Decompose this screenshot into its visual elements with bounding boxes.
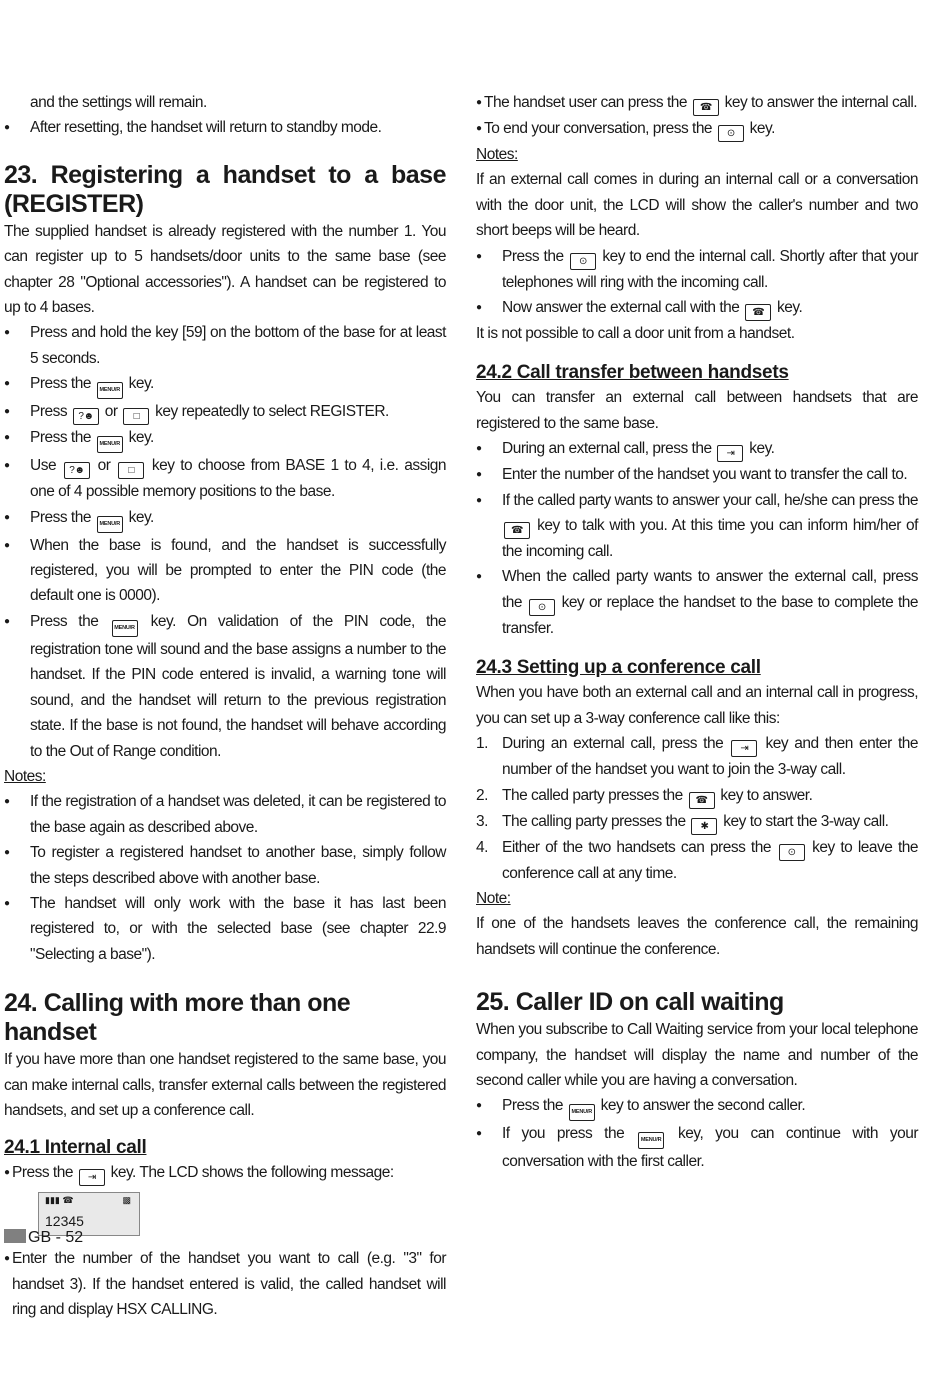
end-key-icon: ⊙ <box>529 599 555 616</box>
numbered-item: 3. The calling party presses the ✱ key to start the 3-way call. <box>476 809 918 835</box>
paragraph: If an external call comes in during an internal call or a conversation with the door unit, the LCD will show the caller's number and two short beeps will be heard. <box>476 171 918 240</box>
note-label: Note: <box>476 889 511 907</box>
bullet-item: ● Press ?☻ or □ key repeatedly to select REGISTER. <box>4 399 446 425</box>
notes-label: Notes: <box>476 146 518 163</box>
up-key-icon: ?☻ <box>64 462 90 479</box>
section-24-heading: 24. Calling with more than one handset <box>4 989 351 1047</box>
notes-label: Notes: <box>4 767 46 785</box>
menu-key-icon: MENU/R <box>97 436 123 453</box>
paragraph: You can transfer an external call between handsets that are registered to the same base. <box>476 389 918 432</box>
menu-key-icon: MENU/R <box>569 1104 595 1121</box>
bullet-item: ● Now answer the external call with the ☎ key. <box>476 295 918 321</box>
left-column <box>4 90 446 1323</box>
bullet-item: ● When the base is found, and the handset is successfully registered, you will be prompted to enter the PIN code (the default one is 0000). <box>4 533 446 609</box>
paragraph: and the settings will remain. <box>30 94 207 111</box>
battery-icon: ▩ <box>122 1195 131 1206</box>
end-key-icon: ⊙ <box>779 844 805 861</box>
numbered-item: 2. The called party presses the ☎ key to answer. <box>476 783 918 809</box>
bullet-item: ● Press the MENU/R key. <box>4 371 446 399</box>
section-24-2-heading: 24.2 Call transfer between handsets <box>476 362 789 384</box>
section-23-heading: 23. Registering a handset to a base (REGISTER) <box>4 160 446 218</box>
intercom-key-icon: ⇥ <box>79 1169 105 1186</box>
bullet-item: ● If the called party wants to answer your call, he/she can press the ☎ key to talk with you. At this time you can inform him/her of the incoming call. <box>476 488 918 565</box>
paragraph: It is not possible to call a door unit from a handset. <box>476 325 795 343</box>
paragraph: If one of the handsets leaves the conference call, the remaining handsets will continue the conference. <box>476 915 918 958</box>
bullet-item: ● To register a registered handset to another base, simply follow the steps described above with another base. <box>4 840 446 891</box>
bullet-item: ● Enter the number of the handset you want to transfer the call to. <box>476 462 918 487</box>
bullet-item: ● Press the MENU/R key. On validation of the PIN code, the registration tone will sound and the base assigns a number to the handset. If the PIN code entered is invalid, a warning tone will sound, and the handset will return to the previous registration state. If the base is not found, the handset will behave according to the Out of Range condition. <box>4 609 446 764</box>
bullet-item: ● Press the ⇥ key. The LCD shows the following message: <box>4 1160 446 1186</box>
menu-key-icon: MENU/R <box>97 516 123 533</box>
talk-key-icon: ☎ <box>504 522 530 539</box>
section-25-heading: 25. Caller ID on call waiting <box>476 988 784 1017</box>
section-24-3-heading: 24.3 Setting up a conference call <box>476 657 761 679</box>
menu-key-icon: MENU/R <box>97 382 123 399</box>
bullet-item: ● The handset will only work with the base it has last been registered to, or with the selected base (see chapter 22.9 "Selecting a base"). <box>4 891 446 967</box>
bullet-item: ● Press the MENU/R key. <box>4 505 446 533</box>
bullet-item: ● Enter the number of the handset you want to call (e.g. "3" for handset 3). If the handset entered is valid, the called handset will ring and display HSX CALLING. <box>4 1246 446 1322</box>
bullet-item: ● During an external call, press the ⇥ key. <box>476 436 918 462</box>
bullet-item: ● Press the MENU/R key to answer the second caller. <box>476 1093 918 1121</box>
bullet-item: ● To end your conversation, press the ⊙ key. <box>476 116 918 142</box>
bullet-item: ● If the registration of a handset was deleted, it can be registered to the base again as described above. <box>4 789 446 840</box>
bullet-item: ● After resetting, the handset will return to standby mode. <box>4 115 446 140</box>
signal-icon: ▮▮▮ ☎ <box>45 1195 74 1206</box>
bullet-item: ● Press the ⊙ key to end the internal call. Shortly after that your telephones will ring with the incoming call. <box>476 244 918 295</box>
paragraph: The supplied handset is already registered with the number 1. You can register up to 5 handsets/door units to the same base (see chapter 28 "Optional accessories"). A handset can be registered to up to 4 bases. <box>4 222 446 317</box>
end-key-icon: ⊙ <box>718 125 744 142</box>
menu-key-icon: MENU/R <box>638 1132 664 1149</box>
bullet-item: ● If you press the MENU/R key, you can continue with your conversation with the first caller. <box>476 1121 918 1174</box>
phonebook-key-icon: □ <box>123 408 149 425</box>
up-key-icon: ?☻ <box>73 408 99 425</box>
intercom-key-icon: ⇥ <box>717 445 743 462</box>
intercom-key-icon: ⇥ <box>731 740 757 757</box>
bullet-item: ● The handset user can press the ☎ key to answer the internal call. <box>476 90 918 116</box>
talk-key-icon: ☎ <box>689 792 715 809</box>
footer-marker <box>4 1229 26 1243</box>
numbered-item: 4. Either of the two handsets can press the ⊙ key to leave the conference call at any time. <box>476 838 918 882</box>
bullet-item: ● When the called party wants to answer the external call, press the ⊙ key or replace the handset to the base to complete the transfer. <box>476 564 918 641</box>
phonebook-key-icon: □ <box>118 462 144 479</box>
paragraph: If you have more than one handset registered to the same base, you can make internal calls, transfer external calls between the registered handsets, and set up a conference call. <box>4 1051 446 1119</box>
star-key-icon: ✱ <box>691 818 717 835</box>
paragraph: When you subscribe to Call Waiting service from your local telephone company, the handset will display the name and number of the second caller while you are having a conversation. <box>476 1021 918 1089</box>
page-footer <box>4 1229 83 1247</box>
bullet-item: ● Press the MENU/R key. <box>4 425 446 453</box>
bullet-item: ● Press and hold the key [59] on the bottom of the base for at least 5 seconds. <box>4 320 446 371</box>
menu-key-icon: MENU/R <box>112 620 138 637</box>
right-column <box>476 90 918 1175</box>
page-number: GB - 52 <box>28 1229 84 1246</box>
paragraph: When you have both an external call and an internal call in progress, you can set up a 3-way conference call like this: <box>476 684 918 727</box>
talk-key-icon: ☎ <box>745 304 771 321</box>
numbered-item: 1. During an external call, press the ⇥ key and then enter the number of the handset you want to join the 3-way call. <box>476 735 918 779</box>
section-24-1-heading: 24.1 Internal call <box>4 1137 147 1159</box>
bullet-item: ● Use ?☻ or □ key to choose from BASE 1 to 4, i.e. assign one of 4 possible memory positions to the base. <box>4 453 446 504</box>
talk-key-icon: ☎ <box>693 99 719 116</box>
lcd-number: 12345 <box>45 1213 84 1230</box>
end-key-icon: ⊙ <box>570 253 596 270</box>
